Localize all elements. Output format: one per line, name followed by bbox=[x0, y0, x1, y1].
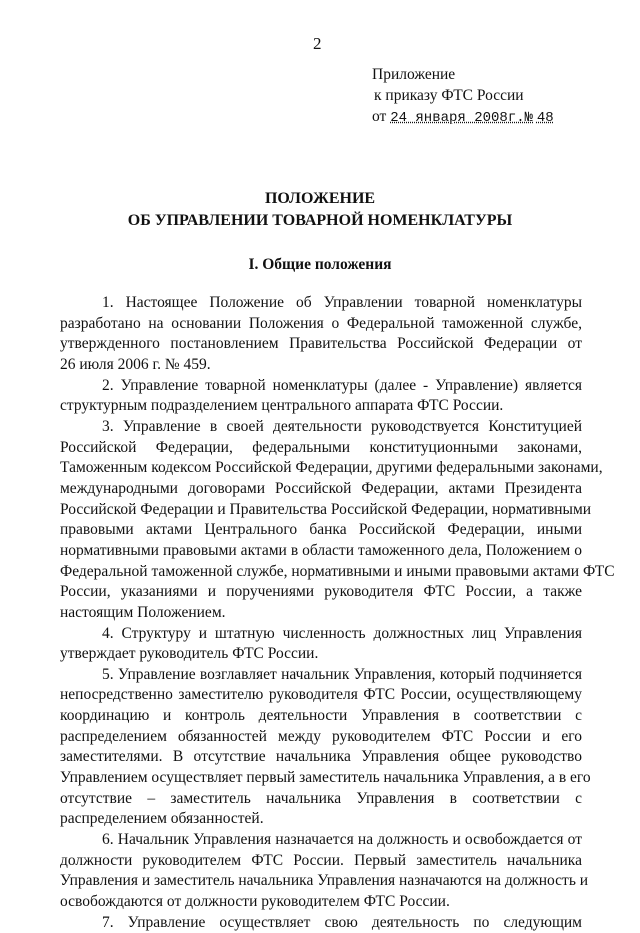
paragraph-line: заместителями. В отсутствие начальника Управления общее руководство bbox=[60, 748, 582, 766]
paragraph-line: Российской Федерации, федеральными конституционными законами, bbox=[60, 438, 582, 456]
paragraph-line: распределением обязанностей. bbox=[60, 810, 264, 828]
paragraph bbox=[60, 624, 582, 665]
paragraph-line: России, указаниями и поручениями руководителя ФТС России, а также bbox=[60, 583, 582, 601]
paragraph bbox=[60, 830, 589, 913]
paragraph-line: правовыми актами Центрального банка Российской Федерации, иными bbox=[60, 521, 582, 539]
paragraph-line: 26 июля 2006 г. № 459. bbox=[60, 355, 211, 373]
paragraph-line: 1. Настоящее Положение об Управлении товарной номенклатуры bbox=[102, 294, 582, 311]
paragraph-line: 5. Управление возглавляет начальник Управления, который подчиняется bbox=[102, 665, 582, 683]
paragraph-line: Таможенным кодексом Российской Федерации, другими федеральными законами, bbox=[60, 459, 603, 477]
paragraph bbox=[60, 913, 582, 933]
paragraph-line: 2. Управление товарной номенклатуры (далее - Управление) является bbox=[102, 376, 582, 394]
appendix-number: 48 bbox=[536, 110, 554, 126]
paragraph-line: непосредственно заместителю руководителя ФТС России, осуществляющему bbox=[60, 686, 582, 704]
appendix-date: 24 января 2008г. bbox=[390, 110, 525, 126]
paragraph bbox=[60, 665, 591, 830]
appendix-block bbox=[372, 64, 554, 129]
paragraph bbox=[60, 417, 615, 624]
paragraph-line: структурным подразделением центрального аппарата ФТС России. bbox=[60, 397, 504, 415]
appendix-line1: Приложение bbox=[372, 66, 456, 83]
paragraph-line: координацию и контроль деятельности Управления в соответствии с bbox=[60, 707, 582, 725]
paragraph-line: 7. Управление осуществляет свою деятельность по следующим bbox=[102, 913, 582, 931]
paragraph-line: Федеральной таможенной службе, нормативными и иными правовыми актами ФТС bbox=[60, 562, 615, 580]
document-subtitle: ОБ УПРАВЛЕНИИ ТОВАРНОЙ НОМЕНКЛАТУРЫ bbox=[127, 212, 513, 229]
paragraph-line: разработано на основании Положения о Федеральной таможенной службе, bbox=[60, 314, 582, 332]
paragraph-line: 3. Управление в своей деятельности руководствуется Конституцией bbox=[102, 417, 582, 435]
page-number: 2 bbox=[313, 34, 322, 53]
paragraph bbox=[60, 376, 582, 417]
paragraph-line: распределением обязанностей между руководителем ФТС России и его bbox=[60, 727, 582, 745]
section-heading: I. Общие положения bbox=[248, 256, 392, 273]
paragraph-line: 4. Структуру и штатную численность должностных лиц Управления bbox=[102, 624, 582, 642]
paragraph-line: международными договорами Российской Федерации, актами Президента bbox=[60, 479, 582, 497]
document-body bbox=[60, 293, 615, 933]
paragraph-line: Российской Федерации и Правительства Российской Федерации, нормативными bbox=[60, 500, 592, 518]
appendix-number-label: № bbox=[524, 110, 534, 126]
paragraph-line: нормативными правовыми актами в области таможенного дела, Положением о bbox=[60, 541, 582, 559]
document-title: ПОЛОЖЕНИЕ bbox=[264, 190, 376, 207]
paragraph-line: настоящим Положением. bbox=[60, 603, 226, 621]
appendix-line2: к приказу ФТС России bbox=[374, 87, 524, 104]
appendix-from: от bbox=[372, 108, 387, 125]
paragraph-line: утверждает руководитель ФТС России. bbox=[60, 645, 319, 663]
paragraph bbox=[60, 293, 582, 376]
paragraph-line: отсутствие – заместитель начальника Управления в соответствии с bbox=[60, 789, 582, 807]
paragraph-line: освобождаются от должности руководителем ФТС России. bbox=[60, 893, 450, 911]
appendix-line3 bbox=[372, 106, 554, 129]
paragraph-line: 6. Начальник Управления назначается на должность и освобождается от bbox=[102, 831, 582, 849]
paragraph-line: Управления и заместитель начальника Управления назначаются на должность и bbox=[60, 872, 589, 890]
paragraph-line: утвержденного постановлением Правительства Российской Федерации от bbox=[60, 335, 582, 353]
paragraph-line: должности руководителем ФТС России. Первый заместитель начальника bbox=[60, 851, 582, 869]
paragraph-line: Управлением осуществляет первый заместитель начальника Управления, а в его bbox=[60, 769, 591, 787]
